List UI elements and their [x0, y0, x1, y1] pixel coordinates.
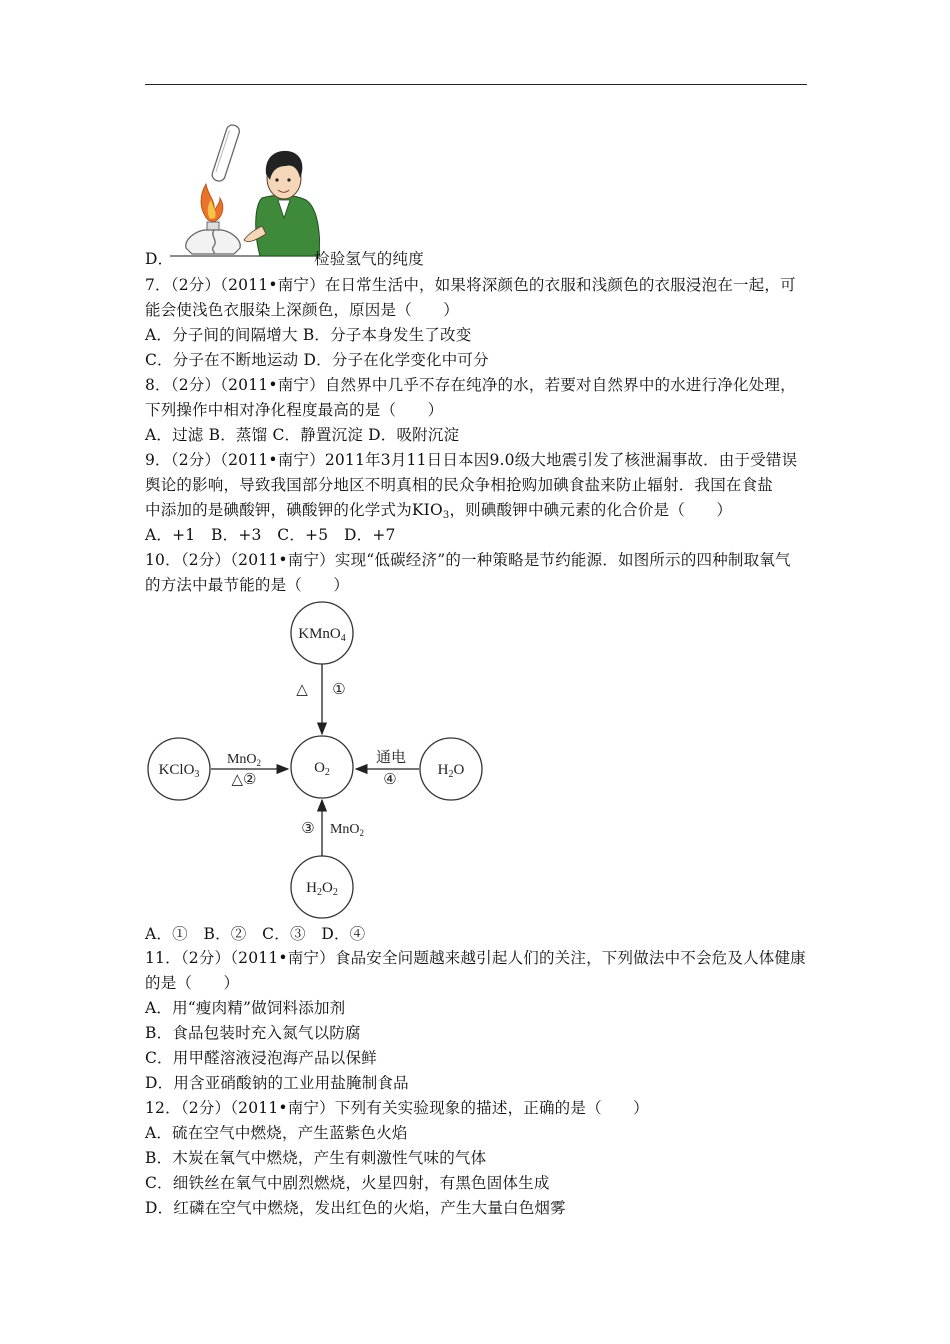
node-h2o2 [291, 856, 353, 918]
q11-stem-line2: 的是（ ） [145, 974, 240, 992]
q9-stem-line3 [145, 500, 732, 520]
alcohol-lamp-icon [186, 222, 241, 254]
q6-option-d [145, 249, 173, 269]
label-mno2-left: MnO$_2$ [226, 752, 262, 768]
node-o2 [291, 736, 353, 798]
q7-options-ab: A．分子间的间隔增大 B．分子本身发生了改变 [145, 326, 472, 344]
q12-option-d: D．红磷在空气中燃烧，发出红色的火焰，产生大量白色烟雾 [145, 1199, 566, 1217]
label-circle-3: ③ [301, 821, 315, 837]
q8-options: A．过滤 B．蒸馏 C．静置沉淀 D．吸附沉淀 [145, 426, 460, 444]
q11-option-d: D．用含亚硝酸钠的工业用盐腌制食品 [145, 1074, 409, 1092]
q10-stem-line2: 的方法中最节能的是（ ） [145, 576, 350, 594]
q9-text-tail: ，则碘酸钾中碘元素的化合价是（ ） [449, 501, 733, 519]
q9-stem-line1: 9．（2分）（2011•南宁）2011年3月11日日本因9.0级大地震引发了核泄漏事故．由于受错误 [145, 451, 798, 469]
svg-text:KClO3: KClO$_3$ [158, 762, 200, 780]
q6-option-d-text: 检验氢气的纯度 [314, 250, 424, 268]
q9-text: 中添加的是碘酸钾，碘酸钾的化学式为KIO [145, 501, 443, 519]
node-kclo3 [148, 738, 210, 800]
q12-option-b: B．木炭在氧气中燃烧，产生有刺激性气味的气体 [145, 1149, 487, 1167]
q9-options: A．+1 B．+3 C．+5 D．+7 [145, 526, 396, 544]
label-mno2-bottom: MnO$_2$ [329, 822, 365, 838]
node-h2o [420, 738, 482, 800]
svg-text:H2O: $H_2O$ [437, 762, 465, 780]
q9-subscript: 3 [442, 510, 450, 521]
q11-option-a: A．用“瘦肉精”做饲料添加剂 [145, 999, 346, 1017]
node-kmno4 [291, 602, 353, 664]
q10-stem-line1: 10．（2分）（2011•南宁）实现“低碳经济”的一种策略是节约能源．如图所示的四种制取氧气 [145, 551, 791, 569]
option-letter: D． [145, 250, 174, 268]
label-heat-2: △② [231, 772, 257, 788]
svg-text:H2O2: $H_2O_2$ [306, 880, 338, 898]
svg-text:O2: $O_2$ [314, 760, 330, 778]
q7-stem-line1: 7．（2分）（2011•南宁）在日常生活中，如果将深颜色的衣服和浅颜色的衣服浸泡在一起，可 [145, 276, 796, 294]
q11-stem-line1: 11．（2分）（2011•南宁）食品安全问题越来越引起人们的关注，下列做法中不会危及人体健康 [145, 949, 806, 967]
oxygen-preparation-diagram [140, 598, 500, 926]
header-rule [145, 84, 807, 85]
student-icon [244, 151, 320, 256]
q12-option-a: A．硫在空气中燃烧，产生蓝紫色火焰 [145, 1124, 408, 1142]
q7-stem-line2: 能会使浅色衣服染上深颜色，原因是（ ） [145, 301, 460, 319]
q8-stem-line2: 下列操作中相对净化程度最高的是（ ） [145, 401, 444, 419]
svg-text:KMnO4: KMnO$_4$ [298, 626, 346, 644]
q7-options-cd: C．分子在不断地运动 D．分子在化学变化中可分 [145, 351, 489, 369]
label-electrolysis: 通电 [375, 748, 407, 766]
test-tube-icon [211, 123, 241, 182]
label-circle-4: ④ [383, 772, 397, 788]
q8-stem-line1: 8．（2分）（2011•南宁）自然界中几乎不存在纯净的水，若要对自然界中的水进行净化处理， [145, 376, 796, 394]
q9-stem-line2: 舆论的影响，导致我国部分地区不明真相的民众争相抢购加碘食盐来防止辐射．我国在食盐 [145, 476, 774, 494]
q12-option-c: C．细铁丝在氧气中剧烈燃烧，火星四射，有黑色固体生成 [145, 1174, 550, 1192]
flame-icon [201, 184, 223, 222]
q10-options: A．① B．② C．③ D．④ [145, 925, 366, 943]
q11-option-b: B．食品包装时充入氮气以防腐 [145, 1024, 361, 1042]
q12-stem: 12．（2分）（2011•南宁）下列有关实验现象的描述，正确的是（ ） [145, 1099, 649, 1117]
q11-option-c: C．用甲醛溶液浸泡海产品以保鲜 [145, 1049, 377, 1067]
label-heat-1: △ [296, 682, 308, 698]
hydrogen-purity-test-illustration [170, 122, 320, 262]
label-circle-1: ① [332, 682, 346, 698]
